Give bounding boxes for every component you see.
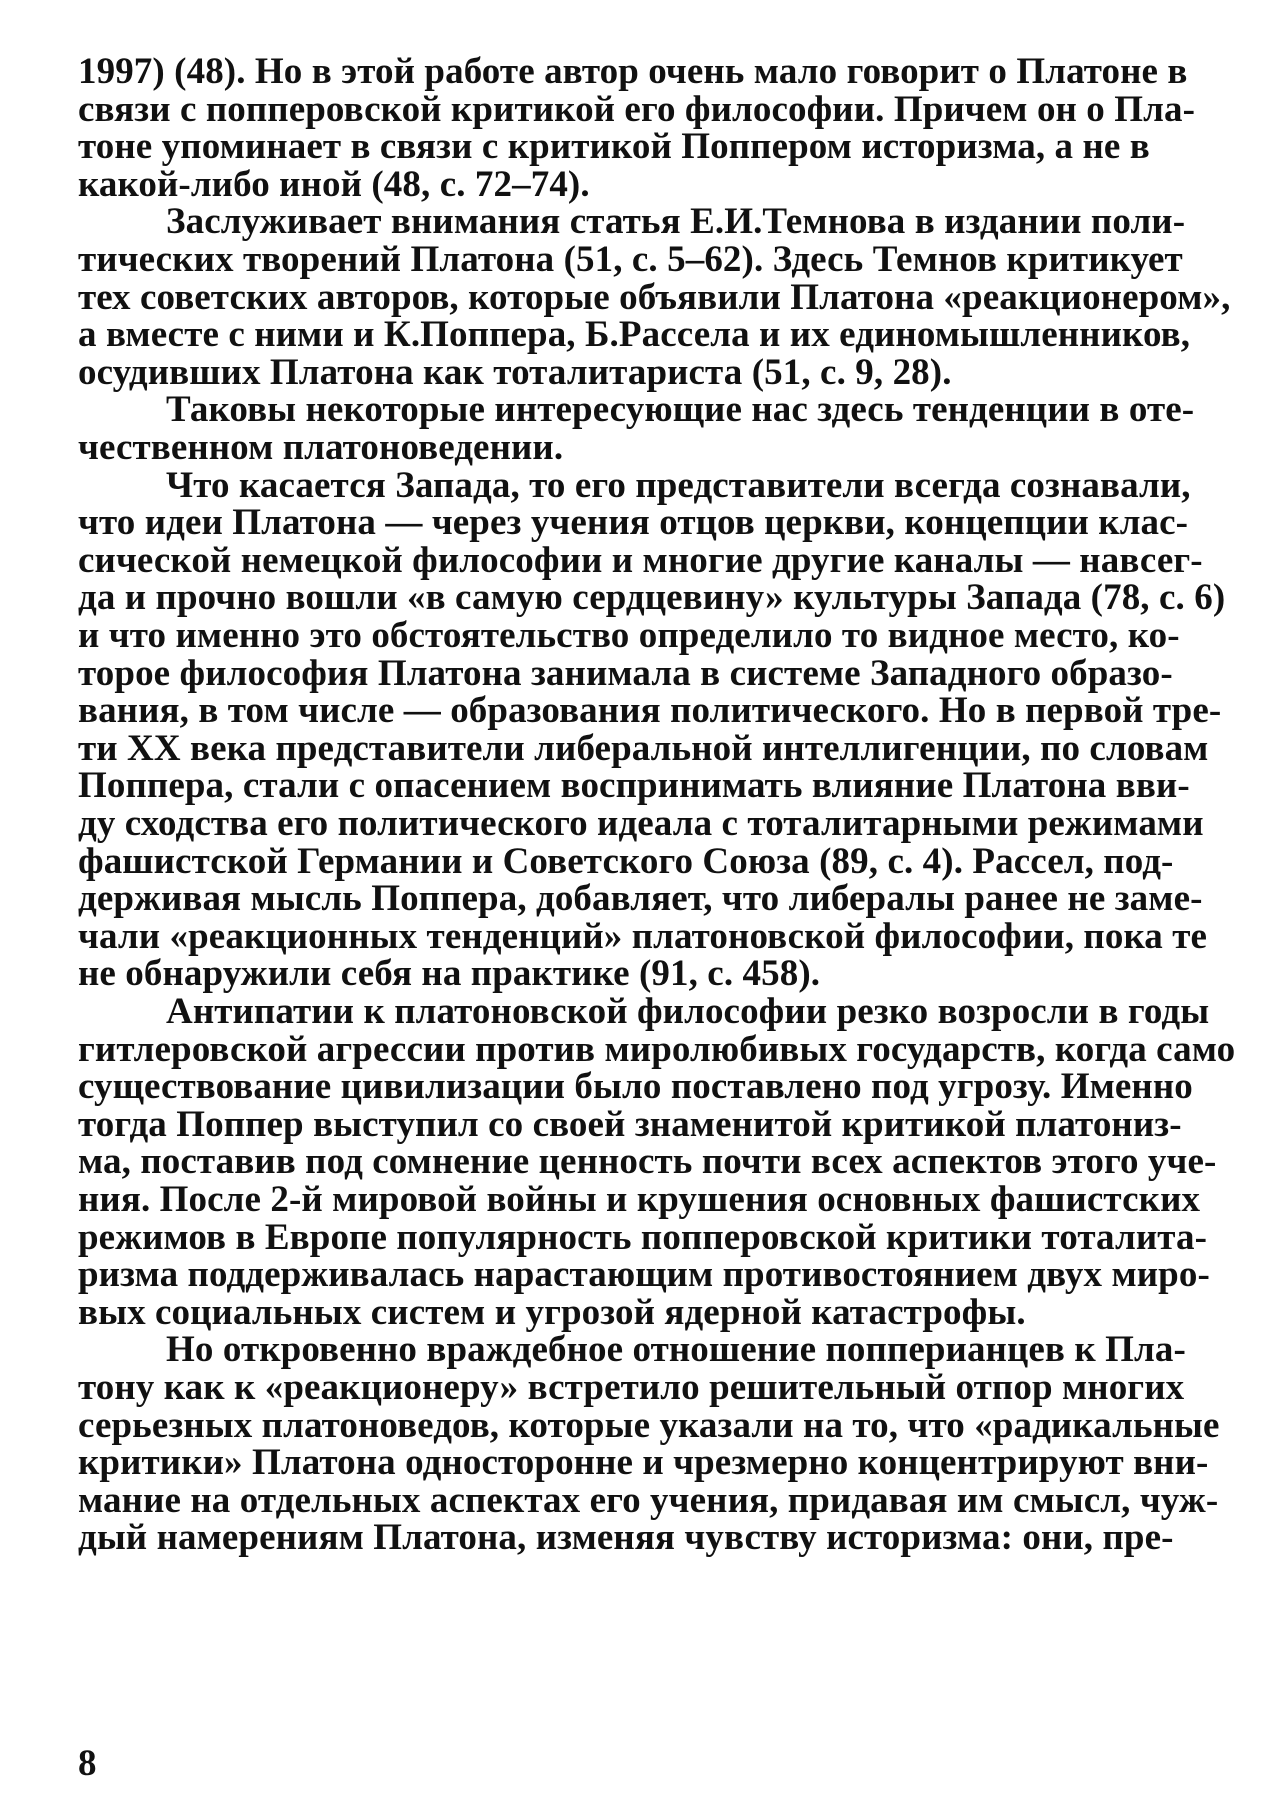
text-line: серьезных платоноведов, которые указали на то, что «радикальные xyxy=(78,1404,1220,1446)
text-line: что идеи Платона — через учения отцов церкви, концепции клас- xyxy=(78,502,1189,544)
text-line: осудивших Платона как тоталитариста (51, с. 9, 28). xyxy=(78,351,952,393)
text-line: существование цивилизации было поставлено под угрозу. Именно xyxy=(78,1066,1193,1108)
text-line: мание на отдельных аспектах его учения, придавая им смысл, чуж- xyxy=(78,1479,1219,1521)
text-line: тоне упоминает в связи с критикой Поппером историзма, а не в xyxy=(78,126,1150,168)
text-line: и что именно это обстоятельство определило то видное место, ко- xyxy=(78,615,1180,656)
text-line: а вместе с ними и К.Поппера, Б.Рассела и их единомышленников, xyxy=(78,314,1191,356)
text-line: ду сходства его политического идеала с тоталитарными режимами xyxy=(78,803,1204,844)
text-line: сической немецкой философии и многие другие каналы — навсег- xyxy=(78,539,1203,581)
text-line: держивая мысль Поппера, добавляет, что либералы ранее не заме- xyxy=(78,878,1203,920)
text-line: Таковы некоторые интересующие нас здесь тенденции в оте- xyxy=(166,389,1195,431)
text-line: ризма поддерживалась нарастающим противостоянием двух миро- xyxy=(78,1254,1210,1296)
text-line: тических творений Платона (51, с. 5–62). Здесь Темнов критикует xyxy=(78,239,1183,280)
text-line: Антипатии к платоновской философии резко возросли в годы xyxy=(166,991,1210,1032)
text-line: вых социальных систем и угрозой ядерной катастрофы. xyxy=(78,1291,1026,1333)
text-line: не обнаружили себя на практике (91, с. 458). xyxy=(78,953,821,995)
text-line: чественном платоноведении. xyxy=(78,427,564,468)
text-line: торое философия Платона занимала в системе Западного образо- xyxy=(78,652,1173,694)
text-line: ти XX века представители либеральной интеллигенции, по словам xyxy=(78,727,1209,769)
text-line: гитлеровской агрессии против миролюбивых государств, когда само xyxy=(78,1028,1236,1070)
text-line: 1997) (48). Но в этой работе автор очень мало говорит о Платоне в xyxy=(78,51,1188,92)
page-number: 8 xyxy=(78,1743,97,1784)
text-line: критики» Платона односторонне и чрезмерно концентрируют вни- xyxy=(78,1442,1209,1484)
text-line: тех советских авторов, которые объявили Платона «реакционером», xyxy=(78,276,1231,318)
text-line: фашистской Германии и Советского Союза (89, с. 4). Рассел, под- xyxy=(78,840,1174,882)
text-line: Заслуживает внимания статья Е.И.Темнова в издании поли- xyxy=(166,201,1186,243)
text-line: дый намерениям Платона, изменяя чувству историзма: они, пре- xyxy=(78,1517,1174,1559)
text-line: тогда Поппер выступил со своей знаменитой критикой платониз- xyxy=(78,1103,1182,1145)
text-line: да и прочно вошли «в самую сердцевину» культуры Запада (78, с. 6) xyxy=(78,577,1226,619)
text-line: Что касается Запада, то его представители всегда сознавали, xyxy=(166,464,1191,506)
text-line: связи с попперовской критикой его философии. Причем он о Пла- xyxy=(78,88,1196,130)
text-line: ния. После 2-й мировой войны и крушения основных фашистских xyxy=(78,1179,1201,1220)
text-line: Но откровенно враждебное отношение попперианцев к Пла- xyxy=(166,1329,1186,1371)
text-line: ма, поставив под сомнение ценность почти всех аспектов этого уче- xyxy=(78,1141,1217,1183)
text-line: Поппера, стали с опасением воспринимать влияние Платона вви- xyxy=(78,765,1190,807)
text-line: чали «реакционных тенденций» платоновской философии, пока те xyxy=(78,915,1208,957)
text-line: какой-либо иной (48, с. 72–74). xyxy=(78,163,590,205)
text-line: вания, в том числе — образования политического. Но в первой тре- xyxy=(78,690,1222,732)
text-line: тону как к «реакционеру» встретило решительный отпор многих xyxy=(78,1367,1185,1408)
text-line: режимов в Европе популярность попперовской критики тоталита- xyxy=(78,1216,1207,1258)
